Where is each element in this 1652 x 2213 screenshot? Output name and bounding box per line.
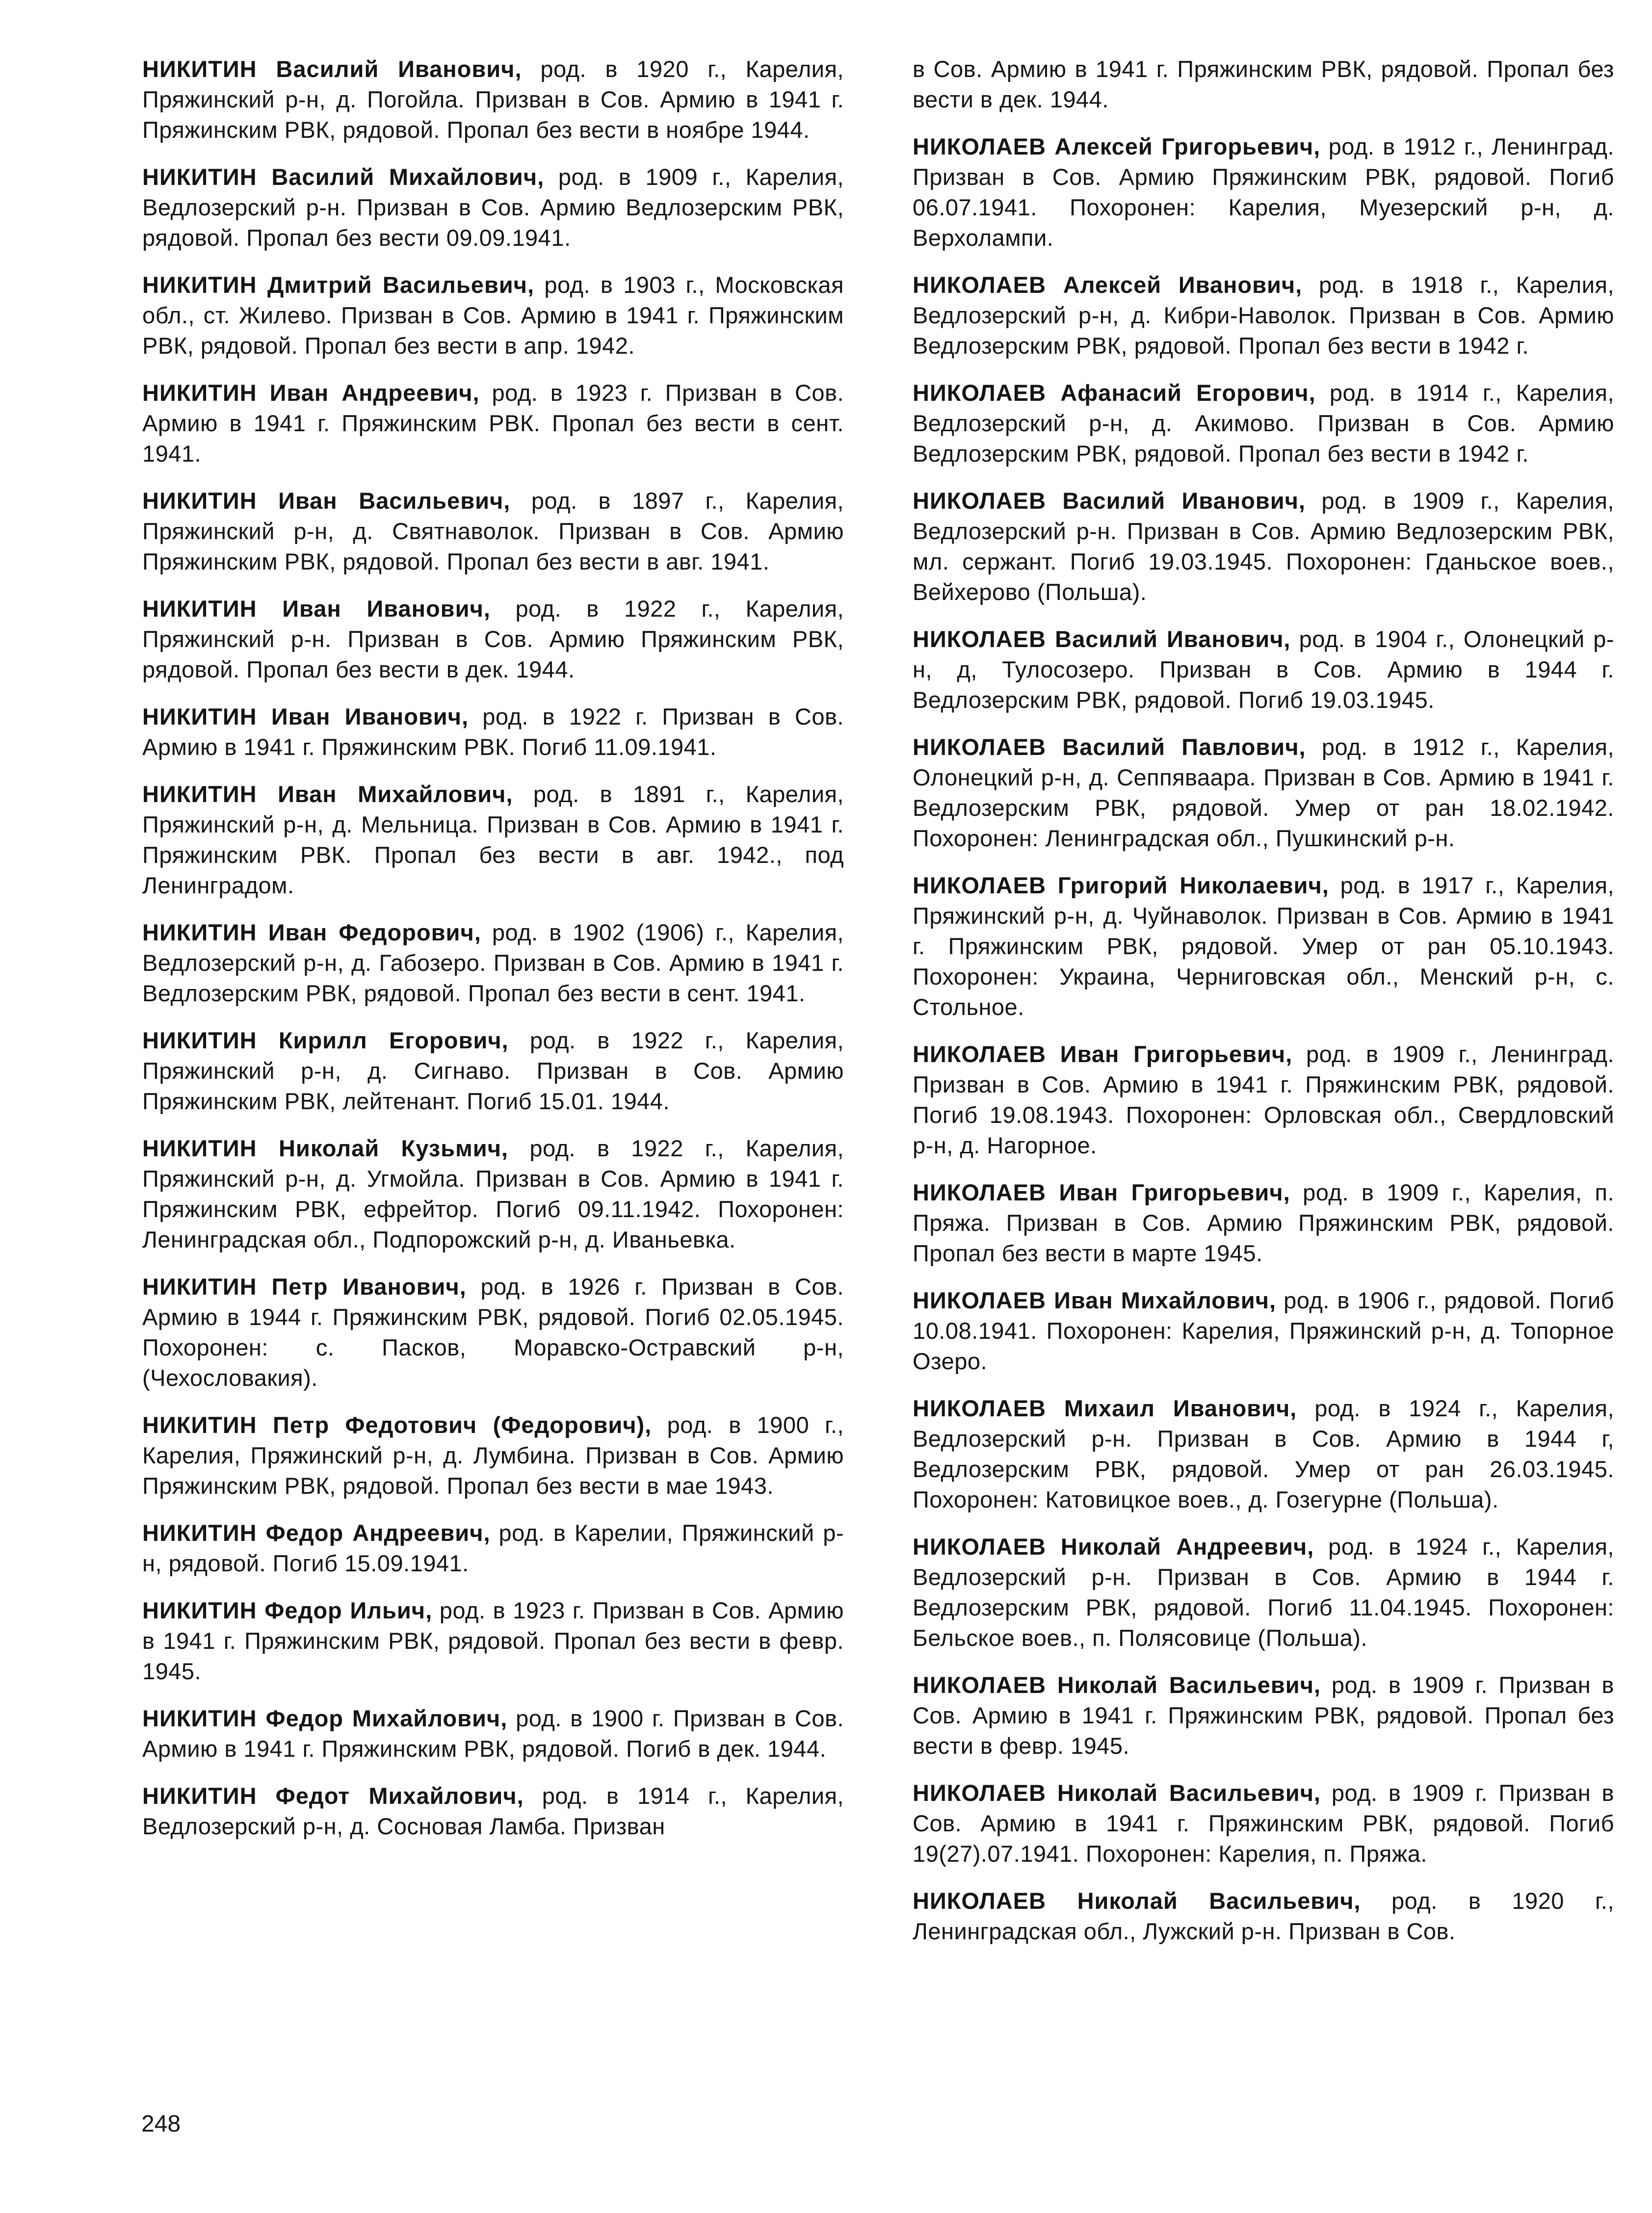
entry-name: НИКОЛАЕВ Иван Михайлович, (913, 1287, 1277, 1313)
entry-text: род. в 1922 г., Карелия, Пряжинский р-н, д. Сигнаво. Призван в Сов. Армию Пряжинским РВК, лейтенант. Погиб 15.01. 1944. (142, 1027, 844, 1114)
right-column (913, 54, 1614, 1963)
entry (142, 486, 844, 577)
entry (142, 1272, 844, 1393)
entry-text: род. в 1912 г., Карелия, Олонецкий р-н, д. Сеппяваара. Призван в Сов. Армию в 1941 г. Ведлозерским РВК, рядовой. Умер от ран 18.02.1942. Похоронен: Ленинградская обл., Пушкинский р-н. (913, 734, 1615, 851)
entry (142, 1703, 844, 1764)
entry-text: род. в 1891 г., Карелия, Пряжинский р-н, д. Мельница. Призван в Сов. Армию в 1941 г. Пряжинским РВК. Пропал без вести в авг. 1942., под Ленинградом. (142, 781, 844, 898)
entry-name: НИКИТИН Федор Ильич, (142, 1597, 433, 1623)
entry (142, 54, 844, 145)
entry-text: род. в 1914 г., Карелия, Ведлозерский р-н, д. Сосновая Ламба. Призван (142, 1783, 844, 1839)
entry-text: род. в 1924 г., Карелия, Ведлозерский р-н. Призван в Сов. Армию в 1944 г. Ведлозерским РВК, рядовой. Погиб 11.04.1945. Похоронен: Бельское воев., п. Полясовице (Польша). (913, 1534, 1614, 1651)
entry-text: в Сов. Армию в 1941 г. Пряжинским РВК, рядовой. Пропал без вести в дек. 1944. (913, 56, 1614, 112)
entry-name: НИКОЛАЕВ Николай Васильевич, (913, 1672, 1321, 1698)
entry-name: НИКОЛАЕВ Василий Павлович, (913, 734, 1306, 760)
entry (913, 1285, 1614, 1377)
entry-name: НИКИТИН Василий Иванович, (142, 56, 522, 82)
entry-text: род. в 1909 г., Карелия, п. Пряжа. Призван в Сов. Армию Пряжинским РВК, рядовой. Пропал без вести в марте 1945. (913, 1179, 1615, 1266)
entry (142, 162, 844, 253)
entry (913, 1778, 1614, 1869)
entry-name: НИКОЛАЕВ Михаил Иванович, (913, 1395, 1297, 1421)
entry (913, 1039, 1614, 1161)
entry (142, 1410, 844, 1501)
entry (913, 1177, 1614, 1269)
entry-text: род. в 1920 г., Ленинградская обл., Лужский р-н. Призван в Сов. (913, 1888, 1615, 1944)
entry (913, 732, 1614, 854)
entry (913, 1393, 1614, 1515)
entry-name: НИКОЛАЕВ Григорий Николаевич, (913, 872, 1329, 898)
entry-text: род. в 1924 г., Карелия, Ведлозерский р-н. Призван в Сов. Армию в 1944 г, Ведлозерским РВК, рядовой. Умер от ран 26.03.1945. Похоронен: Катовицкое воев., д. Гозегурне (Польша). (913, 1395, 1615, 1512)
entry-name: НИКИТИН Иван Иванович, (142, 596, 491, 622)
entry (913, 378, 1614, 469)
entry-text: род. в 1909 г., Ленинград. Призван в Сов. Армию в 1941 г. Пряжинским РВК, рядовой. Погиб 19.08.1943. Похоронен: Орловская обл., Свердловский р-н, д. Нагорное. (913, 1041, 1615, 1158)
entry-text: род. в 1918 г., Карелия, Ведлозерский р-н, д. Кибри-Наволок. Призван в Сов. Армию Ведлозерским РВК, рядовой. Пропал без вести в 1942 г. (913, 272, 1614, 359)
entry-text: род. в 1923 г. Призван в Сов. Армию в 1941 г. Пряжинским РВК. Пропал без вести в сент. 1941. (142, 380, 844, 467)
entry (913, 1670, 1614, 1761)
entry-text: род. в 1914 г., Карелия, Ведлозерский р-н, д. Акимово. Призван в Сов. Армию Ведлозерским РВК, рядовой. Пропал без вести в 1942 г. (913, 380, 1615, 467)
entry (142, 1518, 844, 1579)
entry (913, 270, 1614, 361)
entry (142, 917, 844, 1009)
entry (142, 594, 844, 685)
entry-text: род. в 1912 г., Ленинград. Призван в Сов. Армию Пряжинским РВК, рядовой. Погиб 06.07.1941. Похоронен: Карелия, Муезерский р-н, д. Верхолампи. (913, 133, 1615, 251)
entry-name: НИКИТИН Иван Михайлович, (142, 781, 513, 807)
entry-text: род. в 1920 г., Карелия, Пряжинский р-н, д. Погойла. Призван в Сов. Армию в 1941 г. Пряжинским РВК, рядовой. Пропал без вести в ноябре 1944. (142, 56, 844, 143)
entry-name: НИКОЛАЕВ Василий Иванович, (913, 626, 1291, 652)
entry (142, 779, 844, 901)
page-number: 248 (141, 2111, 181, 2137)
entry-name: НИКИТИН Дмитрий Васильевич, (142, 272, 535, 298)
entry-text: род. в 1897 г., Карелия, Пряжинский р-н, д. Святнаволок. Призван в Сов. Армию Пряжинским РВК, рядовой. Пропал без вести в авг. 1941. (142, 488, 844, 574)
entry-text: род. в 1900 г., Карелия, Пряжинский р-н, д. Лумбина. Призван в Сов. Армию Пряжинским РВК, рядовой. Пропал без вести в мае 1943. (142, 1412, 844, 1499)
entry-name: НИКИТИН Петр Федотович (Федорович), (142, 1412, 652, 1438)
entry-name: НИКОЛАЕВ Афанасий Егорович, (913, 380, 1316, 406)
entry-name: НИКОЛАЕВ Николай Андреевич, (913, 1534, 1314, 1560)
entry (913, 131, 1614, 253)
entry-text: род. в 1904 г., Олонецкий р-н, д, Тулосозеро. Призван в Сов. Армию в 1944 г. Ведлозерским РВК, рядовой. Погиб 19.03.1945. (913, 626, 1615, 713)
entry-name: НИКИТИН Иван Федорович, (142, 919, 481, 945)
entry-text: род. в 1917 г., Карелия, Пряжинский р-н, д. Чуйнаволок. Призван в Сов. Армию в 1941 г. Пряжинским РВК, рядовой. Умер от ран 05.10.1943. Похоронен: Украина, Черниговская обл., Менский р-н, с. Стольное. (913, 872, 1614, 1020)
entry-name: НИКОЛАЕВ Василий Иванович, (913, 488, 1306, 514)
entry-text: род. в Карелии, Пряжинский р-н, рядовой. Погиб 15.09.1941. (142, 1520, 844, 1576)
entry (142, 1781, 844, 1842)
entry-text: род. в 1903 г., Московская обл., ст. Жилево. Призван в Сов. Армию в 1941 г. Пряжинским РВК, рядовой. Пропал без вести в апр. 1942. (142, 272, 844, 359)
entry-name: НИКИТИН Кирилл Егорович, (142, 1027, 509, 1053)
left-column (142, 54, 844, 1858)
entry-name: НИКИТИН Василий Михайлович, (142, 164, 545, 190)
entry (142, 702, 844, 762)
entry-text: род. в 1923 г. Призван в Сов. Армию в 1941 г. Пряжинским РВК, рядовой. Пропал без вести в февр. 1945. (142, 1597, 844, 1684)
entry (913, 54, 1614, 115)
entry-text: род. в 1900 г. Призван в Сов. Армию в 1941 г. Пряжинским РВК, рядовой. Погиб в дек. 1944. (142, 1705, 844, 1762)
entry-name: НИКОЛАЕВ Иван Григорьевич, (913, 1041, 1293, 1067)
entry-text: род. в 1926 г. Призван в Сов. Армию в 1944 г. Пряжинским РВК, рядовой. Погиб 02.05.1945. Похоронен: с. Пасков, Моравско-Остравский р-н, (Чехословакия). (142, 1274, 844, 1391)
entry-text: род. в 1909 г., Карелия, Ведлозерский р-н. Призван в Сов. Армию Ведлозерским РВК, мл. сержант. Погиб 19.03.1945. Похоронен: Гданьское воев., Вейхерово (Польша). (913, 488, 1614, 605)
entry (913, 1532, 1614, 1653)
entry-text: род. в 1922 г. Призван в Сов. Армию в 1941 г. Пряжинским РВК. Погиб 11.09.1941. (142, 703, 844, 760)
entry-name: НИКИТИН Николай Кузьмич, (142, 1135, 508, 1161)
entry (913, 624, 1614, 715)
entry (142, 1025, 844, 1117)
entry-text: род. в 1909 г. Призван в Сов. Армию в 1941 г. Пряжинским РВК, рядовой. Пропал без вести в февр. 1945. (913, 1672, 1614, 1759)
entry-name: НИКОЛАЕВ Николай Васильевич, (913, 1780, 1321, 1806)
entry-text: род. в 1909 г. Призван в Сов. Армию в 1941 г. Пряжинским РВК, рядовой. Погиб 19(27).07.1941. Похоронен: Карелия, п. Пряжа. (913, 1780, 1614, 1867)
entry-text: род. в 1902 (1906) г., Карелия, Ведлозерский р-н, д. Габозеро. Призван в Сов. Армию в 1941 г. Ведлозерским РВК, рядовой. Пропал без вести в сент. 1941. (142, 919, 844, 1006)
entry (142, 1595, 844, 1687)
entry-text: род. в 1922 г., Карелия, Пряжинский р-н, д. Угмойла. Призван в Сов. Армию в 1941 г. Пряжинским РВК, ефрейтор. Погиб 09.11.1942. Похоронен: Ленинградская обл., Подпорожский р-н, д. Иваньевка. (142, 1135, 844, 1252)
entry (142, 1133, 844, 1255)
entry-text: род. в 1906 г., рядовой. Погиб 10.08.1941. Похоронен: Карелия, Пряжинский р-н, д. Топорное Озеро. (913, 1287, 1614, 1374)
entry-text: род. в 1922 г., Карелия, Пряжинский р-н. Призван в Сов. Армию Пряжинским РВК, рядовой. Пропал без вести в дек. 1944. (142, 596, 844, 682)
entry-name: НИКИТИН Иван Васильевич, (142, 488, 511, 514)
entry-name: НИКИТИН Федор Андреевич, (142, 1520, 491, 1546)
entry-name: НИКОЛАЕВ Иван Григорьевич, (913, 1179, 1290, 1205)
entry-name: НИКОЛАЕВ Алексей Григорьевич, (913, 133, 1321, 159)
entry-text: род. в 1909 г., Карелия, Ведлозерский р-н. Призван в Сов. Армию Ведлозерским РВК, рядовой. Пропал без вести 09.09.1941. (142, 164, 844, 251)
entry (913, 1886, 1614, 1947)
entry-name: НИКИТИН Петр Иванович, (142, 1274, 467, 1300)
entry (142, 378, 844, 469)
entry (913, 870, 1614, 1022)
entry-name: НИКИТИН Иван Иванович, (142, 703, 469, 729)
entry (142, 270, 844, 361)
entry-name: НИКИТИН Федот Михайлович, (142, 1783, 524, 1809)
entry-name: НИКОЛАЕВ Алексей Иванович, (913, 272, 1303, 298)
entry-name: НИКИТИН Федор Михайлович, (142, 1705, 508, 1731)
entry (913, 486, 1614, 607)
entry-name: НИКИТИН Иван Андреевич, (142, 380, 480, 406)
entry-name: НИКОЛАЕВ Николай Васильевич, (913, 1888, 1361, 1914)
